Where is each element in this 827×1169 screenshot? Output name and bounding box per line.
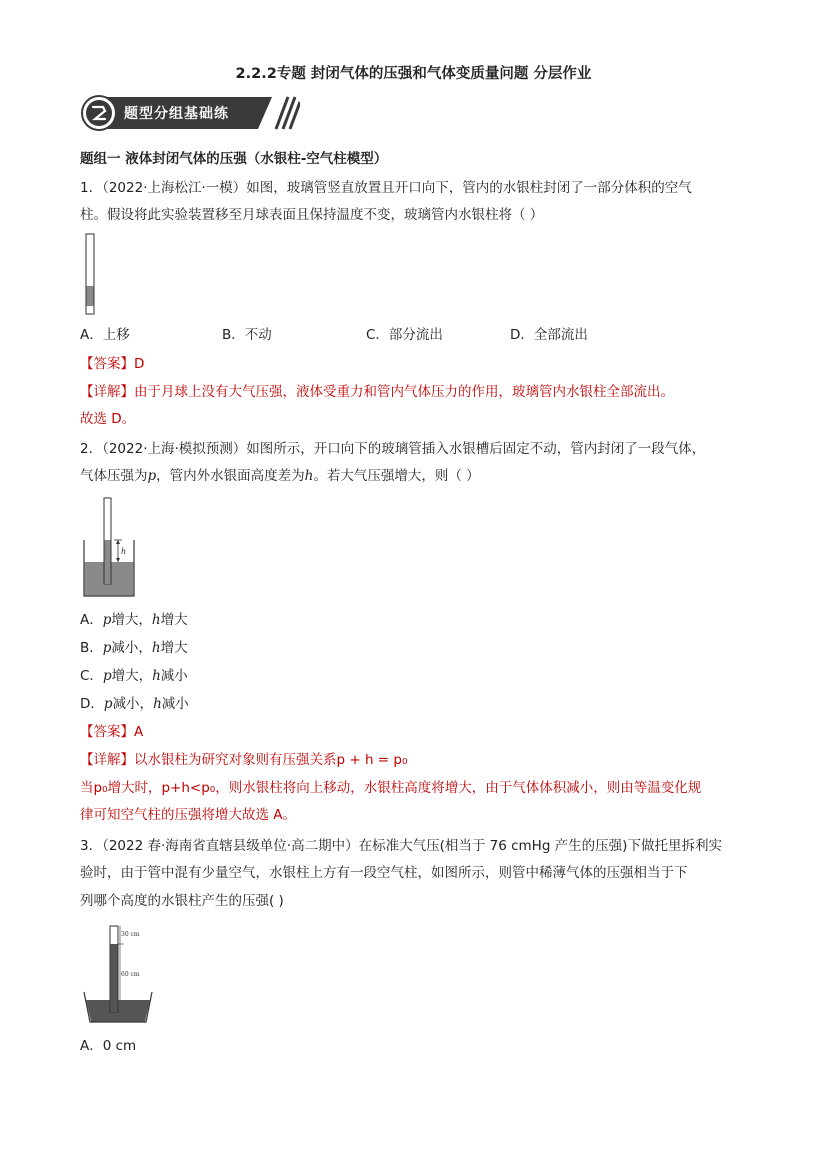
- q1-option-d[interactable]: D．全部流出: [510, 327, 588, 343]
- q3-option-a[interactable]: A．0 cm: [80, 1038, 137, 1054]
- q2-trough-figure: [80, 496, 140, 600]
- section-banner: [80, 94, 300, 132]
- q2-option-c[interactable]: [80, 667, 188, 686]
- option-letter: B．: [80, 640, 103, 656]
- option-text: 减小，: [112, 696, 154, 712]
- symbol-h: h: [151, 612, 161, 628]
- q2-text-line2: [80, 467, 480, 486]
- symbol-p: p: [102, 612, 112, 628]
- option-text: 增大，: [111, 668, 153, 684]
- option-letter: D．: [80, 696, 104, 712]
- option-letter: A．: [80, 612, 103, 628]
- q2-detail-line2: 当p₀增大时，p+h<p₀，则水银柱将向上移动，水银柱高度将增大，由于气体体积减小，则由等温变化规: [80, 780, 702, 796]
- q3-text-line1: 3．（2022 春·海南省直辖县级单位·高二期中）在标准大气压(相当于 76 cmHg 产生的压强)下做托里拆利实: [80, 838, 722, 854]
- q1-text-line1: 1．（2022·上海松江·一模）如图，玻璃管竖直放置且开口向下，管内的水银柱封闭了一部分体积的空气: [80, 180, 692, 196]
- symbol-h: h: [152, 668, 161, 684]
- option-text: 减小: [160, 668, 188, 684]
- symbol-h: h: [153, 696, 162, 712]
- option-text: 减小: [161, 696, 189, 712]
- q3-text-line3: 列哪个高度的水银柱产生的压强( ): [80, 893, 284, 909]
- q1-conclusion: 故选 D。: [80, 411, 136, 427]
- q2-option-b[interactable]: [80, 639, 188, 658]
- option-text: 减小，: [111, 640, 152, 656]
- figure-label-60cm: 60 cm: [121, 971, 140, 978]
- detail-label: 【详解】: [80, 752, 134, 768]
- figure-label-30cm: 30 cm: [121, 931, 140, 938]
- page-title: 2.2.2专题 封闭气体的压强和气体变质量问题 分层作业: [235, 66, 592, 82]
- q1-option-a[interactable]: A．上移: [80, 327, 130, 343]
- q1-detail: [80, 383, 674, 402]
- option-text: 增大: [160, 640, 188, 656]
- q3-torricelli-figure: [80, 922, 156, 1026]
- symbol-p: p: [102, 668, 112, 684]
- answer-value: A: [134, 724, 144, 740]
- figure-label-h: h: [121, 547, 127, 556]
- answer-label: 【答案】: [80, 724, 134, 740]
- q2-detail-line3: 律可知空气柱的压强将增大故选 A。: [80, 807, 297, 823]
- q2-option-a[interactable]: [80, 611, 188, 630]
- q3-text-line2: 验时，由于管中混有少量空气，水银柱上方有一段空气柱，如图所示，则管中稀薄气体的压强相当于下: [80, 865, 688, 881]
- q1-tube-figure: [82, 233, 98, 317]
- symbol-p: p: [147, 468, 157, 484]
- group-heading: 题组一 液体封闭气体的压强（水银柱-空气柱模型）: [80, 151, 388, 167]
- q2-text-part: ，管内外水银面高度差为: [156, 468, 305, 484]
- q2-detail: [80, 751, 407, 770]
- symbol-h: h: [151, 640, 161, 656]
- option-text: 增大，: [111, 612, 152, 628]
- detail-text: 由于月球上没有大气压强，液体受重力和管内气体压力的作用，玻璃管内水银柱全部流出。: [134, 384, 674, 400]
- symbol-h: h: [304, 468, 314, 484]
- answer-label: 【答案】: [80, 356, 134, 372]
- q2-text-part: 气体压强为: [80, 468, 148, 484]
- q2-text-part: 。若大气压强增大，则（ ）: [313, 468, 480, 484]
- option-text: 增大: [160, 612, 188, 628]
- answer-value: D: [134, 356, 145, 372]
- banner-label: 题型分组基础练: [124, 106, 229, 122]
- q1-option-b[interactable]: B．不动: [222, 327, 272, 343]
- q2-option-d[interactable]: [80, 695, 189, 714]
- q2-text-line1: 2．（2022·上海·模拟预测）如图所示，开口向下的玻璃管插入水银槽后固定不动，管内封闭了一段气体，: [80, 441, 706, 457]
- symbol-p: p: [102, 640, 112, 656]
- q1-option-c[interactable]: C．部分流出: [366, 327, 443, 343]
- detail-text: 以水银柱为研究对象则有压强关系p + h = p₀: [134, 752, 408, 768]
- q2-answer: [80, 723, 143, 742]
- option-letter: C．: [80, 668, 103, 684]
- q1-text-line2: 柱。假设将此实验装置移至月球表面且保持温度不变，玻璃管内水银柱将（ ）: [80, 207, 544, 223]
- q1-answer: [80, 355, 144, 374]
- symbol-p: p: [103, 696, 113, 712]
- detail-label: 【详解】: [80, 384, 134, 400]
